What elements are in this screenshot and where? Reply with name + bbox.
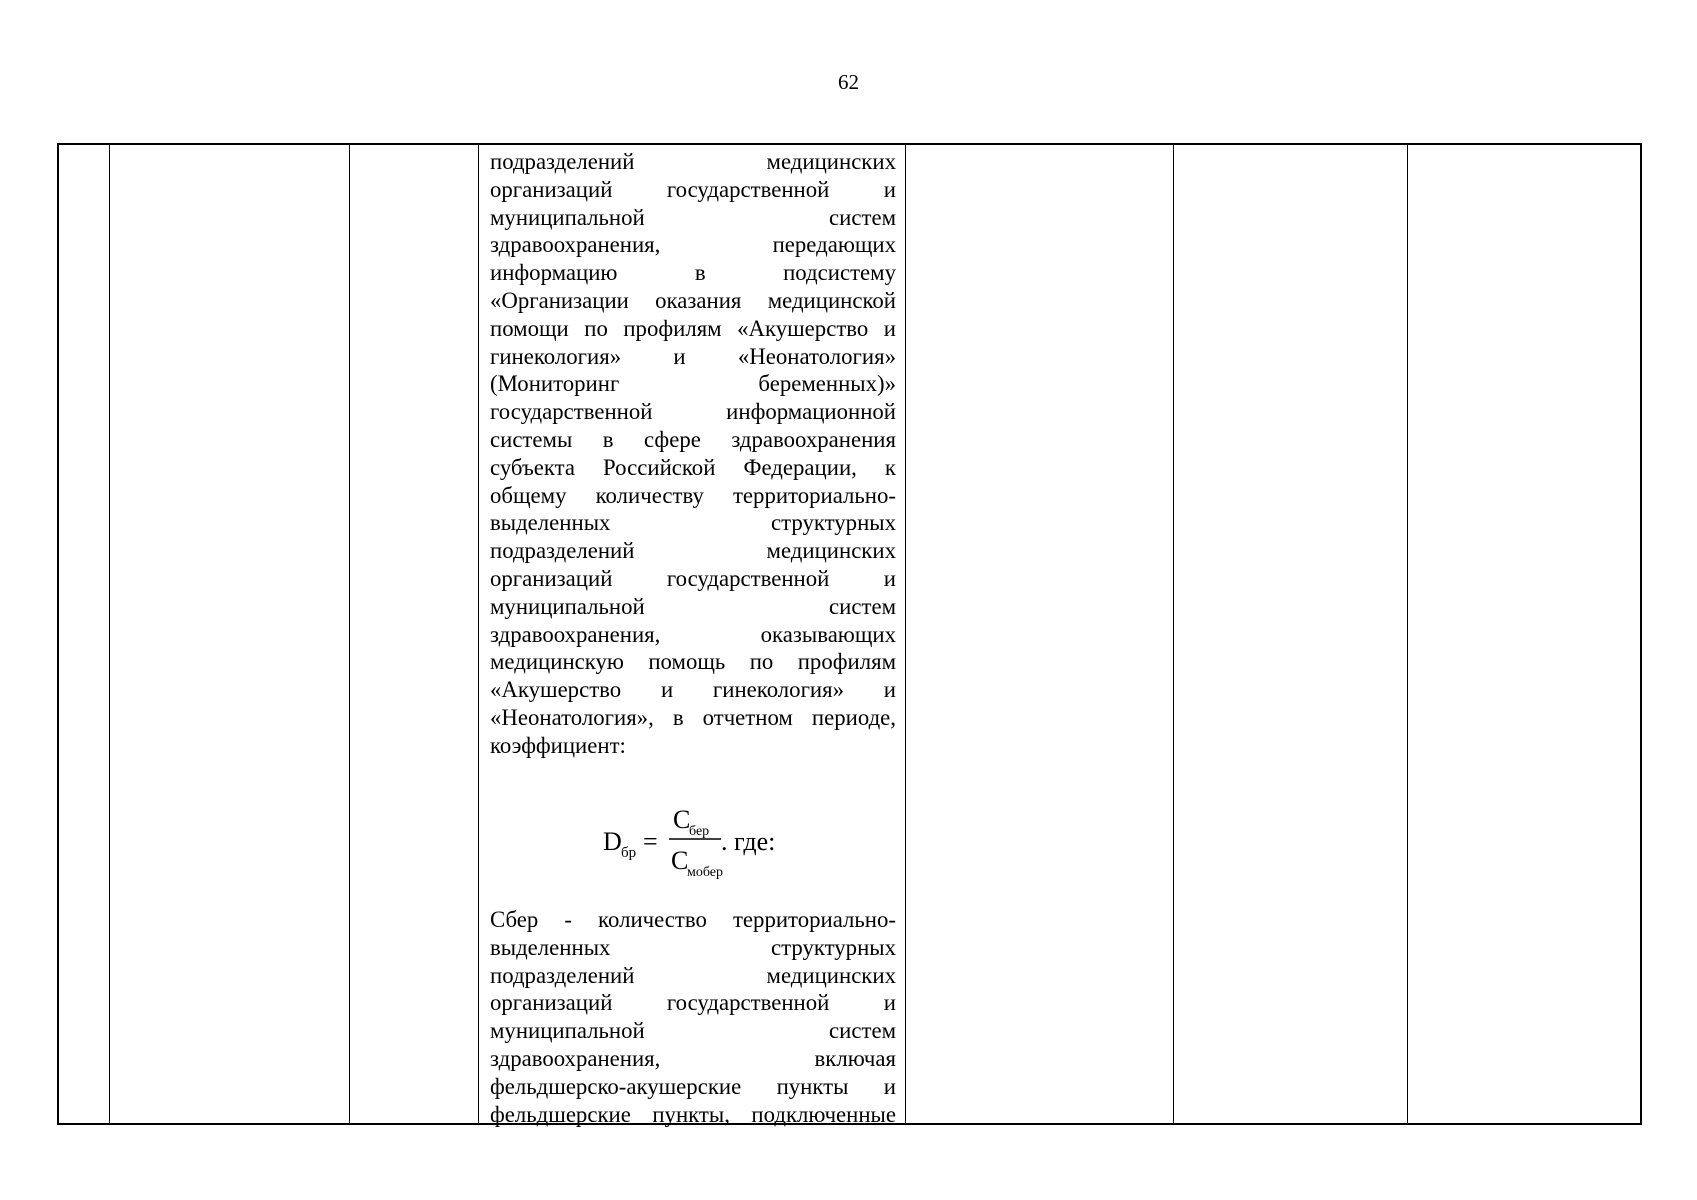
text-line: здравоохранения, включая — [490, 1045, 896, 1071]
table-column-2 — [110, 145, 350, 1123]
methodology-paragraph-2 — [490, 906, 896, 1128]
text-line: помощи по профилям «Акушерство и — [490, 315, 896, 341]
text-line: выделенных структурных — [490, 934, 896, 960]
text-line: субъекта Российской Федерации, к — [490, 454, 896, 480]
text-line: подразделений медицинских — [490, 962, 896, 988]
text-line: «Акушерство и гинекология» и — [490, 677, 896, 703]
text-line: подразделений медицинских — [490, 538, 896, 564]
text-line: информацию в подсистему — [490, 260, 896, 286]
text-line: муниципальной систем — [490, 1018, 896, 1044]
table-column-5 — [906, 145, 1174, 1123]
formula-equals: = — [643, 827, 658, 856]
text-line: системы в сфере здравоохранения — [490, 426, 896, 452]
formula-lhs-subscript: бр — [621, 845, 637, 861]
text-line: Сбер - количество территориально- — [490, 907, 896, 932]
table-column-methodology — [479, 145, 906, 1127]
text-line: коэффициент: — [490, 732, 626, 758]
methodology-paragraph-1 — [490, 148, 896, 760]
formula-numerator-symbol: C — [673, 805, 691, 834]
indicator-table — [57, 143, 1642, 1125]
text-line: организаций государственной и — [490, 990, 896, 1016]
text-line: организаций государственной и — [490, 176, 896, 202]
text-line: фельдшерско-акушерские пункты и — [490, 1073, 896, 1099]
text-line: здравоохранения, передающих — [490, 232, 896, 258]
text-line: фельдшерские пункты, подключенные — [490, 1101, 896, 1127]
table-column-3 — [350, 145, 479, 1123]
formula-suffix: . где: — [721, 827, 776, 856]
table-column-number — [59, 145, 110, 1123]
text-line: общему количеству территориально- — [490, 482, 896, 508]
text-line: здравоохранения, оказывающих — [490, 621, 896, 647]
formula-lhs-symbol: D — [603, 827, 622, 856]
page-number: 62 — [838, 70, 859, 94]
formula-graphic — [479, 790, 906, 900]
text-line: подразделений медицинских — [490, 149, 896, 174]
text-line: «Неонатология», в отчетном периоде, — [490, 704, 896, 730]
text-line: (Мониторинг беременных)» — [490, 371, 896, 397]
text-line: организаций государственной и — [490, 565, 896, 591]
formula-numerator-subscript: бер — [689, 824, 710, 839]
text-line: государственной информационной — [490, 399, 896, 425]
formula-denominator-subscript: мобер — [687, 865, 724, 880]
table-column-6 — [1174, 145, 1408, 1123]
table-column-7 — [1408, 145, 1642, 1123]
text-line: выделенных структурных — [490, 510, 896, 536]
text-line: муниципальной систем — [490, 204, 896, 230]
text-line: медицинскую помощь по профилям — [490, 649, 896, 675]
text-line: муниципальной систем — [490, 593, 896, 619]
formula — [479, 790, 906, 900]
formula-denominator-symbol: C — [671, 846, 689, 875]
text-line: гинекология» и «Неонатология» — [490, 343, 896, 369]
text-line: «Организации оказания медицинской — [490, 287, 896, 313]
